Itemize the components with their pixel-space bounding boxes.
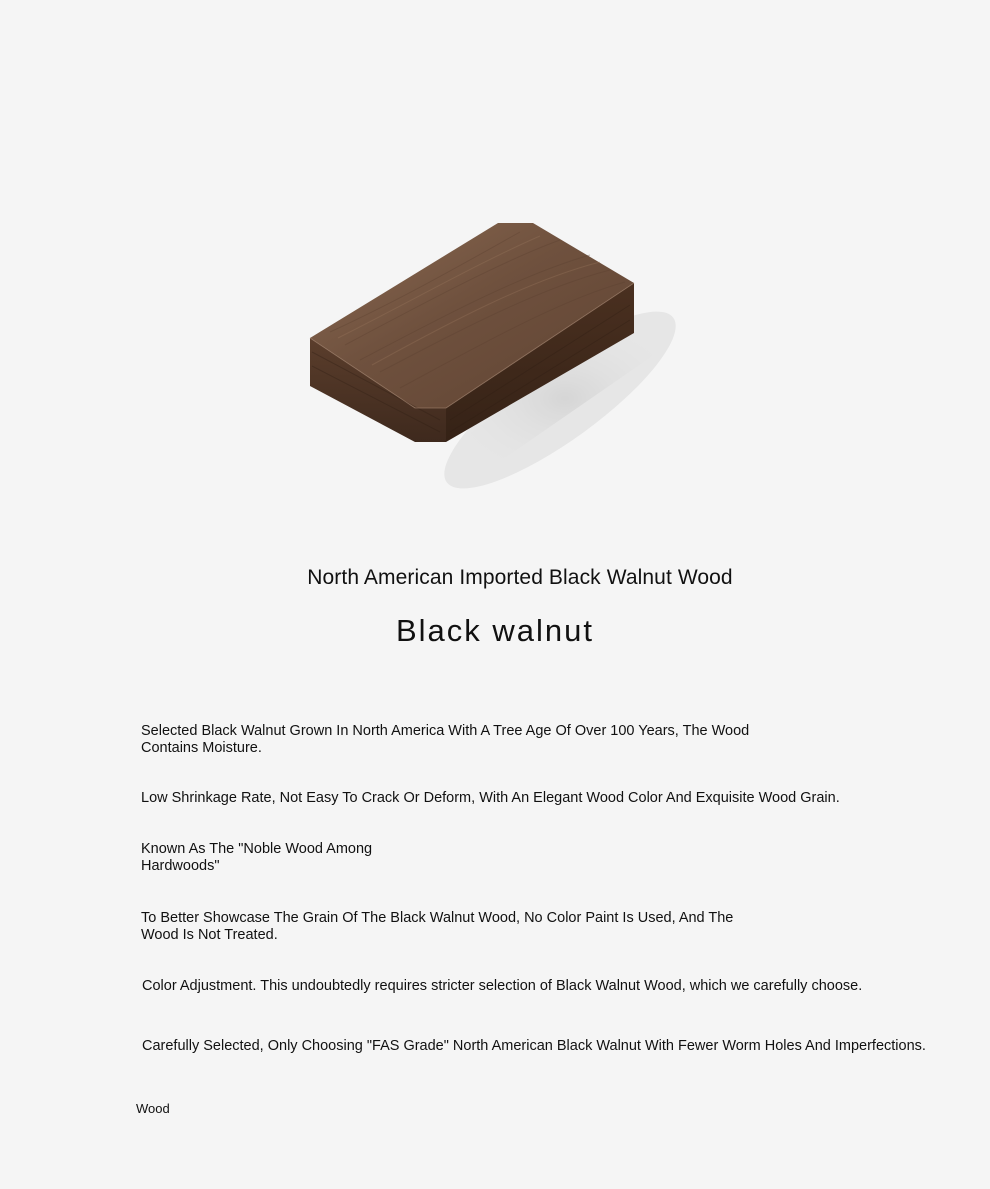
- page-title: Black walnut: [395, 613, 595, 648]
- feature-text: Known As The "Noble Wood Among Hardwoods": [141, 841, 373, 874]
- feature-text: Carefully Selected, Only Choosing "FAS Grade" North American Black Walnut With Fewer Worm Holes And Imperfections.: [142, 1038, 926, 1054]
- feature-text: Low Shrinkage Rate, Not Easy To Crack Or Deform, With An Elegant Wood Color And Exquisite Wood Grain.: [141, 790, 840, 806]
- feature-text: To Better Showcase The Grain Of The Black Walnut Wood, No Color Paint Is Used, And The Wood Is Not Treated.: [141, 910, 734, 943]
- material-tag: Wood: [136, 1101, 170, 1116]
- product-hero: [0, 0, 990, 540]
- walnut-block-illustration: [0, 0, 990, 540]
- feature-text: Selected Black Walnut Grown In North America With A Tree Age Of Over 100 Years, The Wood Contains Moisture.: [141, 723, 750, 756]
- product-subtitle: North American Imported Black Walnut Wood: [307, 566, 733, 589]
- feature-text: Color Adjustment. This undoubtedly requires stricter selection of Black Walnut Wood, which we carefully choose.: [142, 978, 863, 994]
